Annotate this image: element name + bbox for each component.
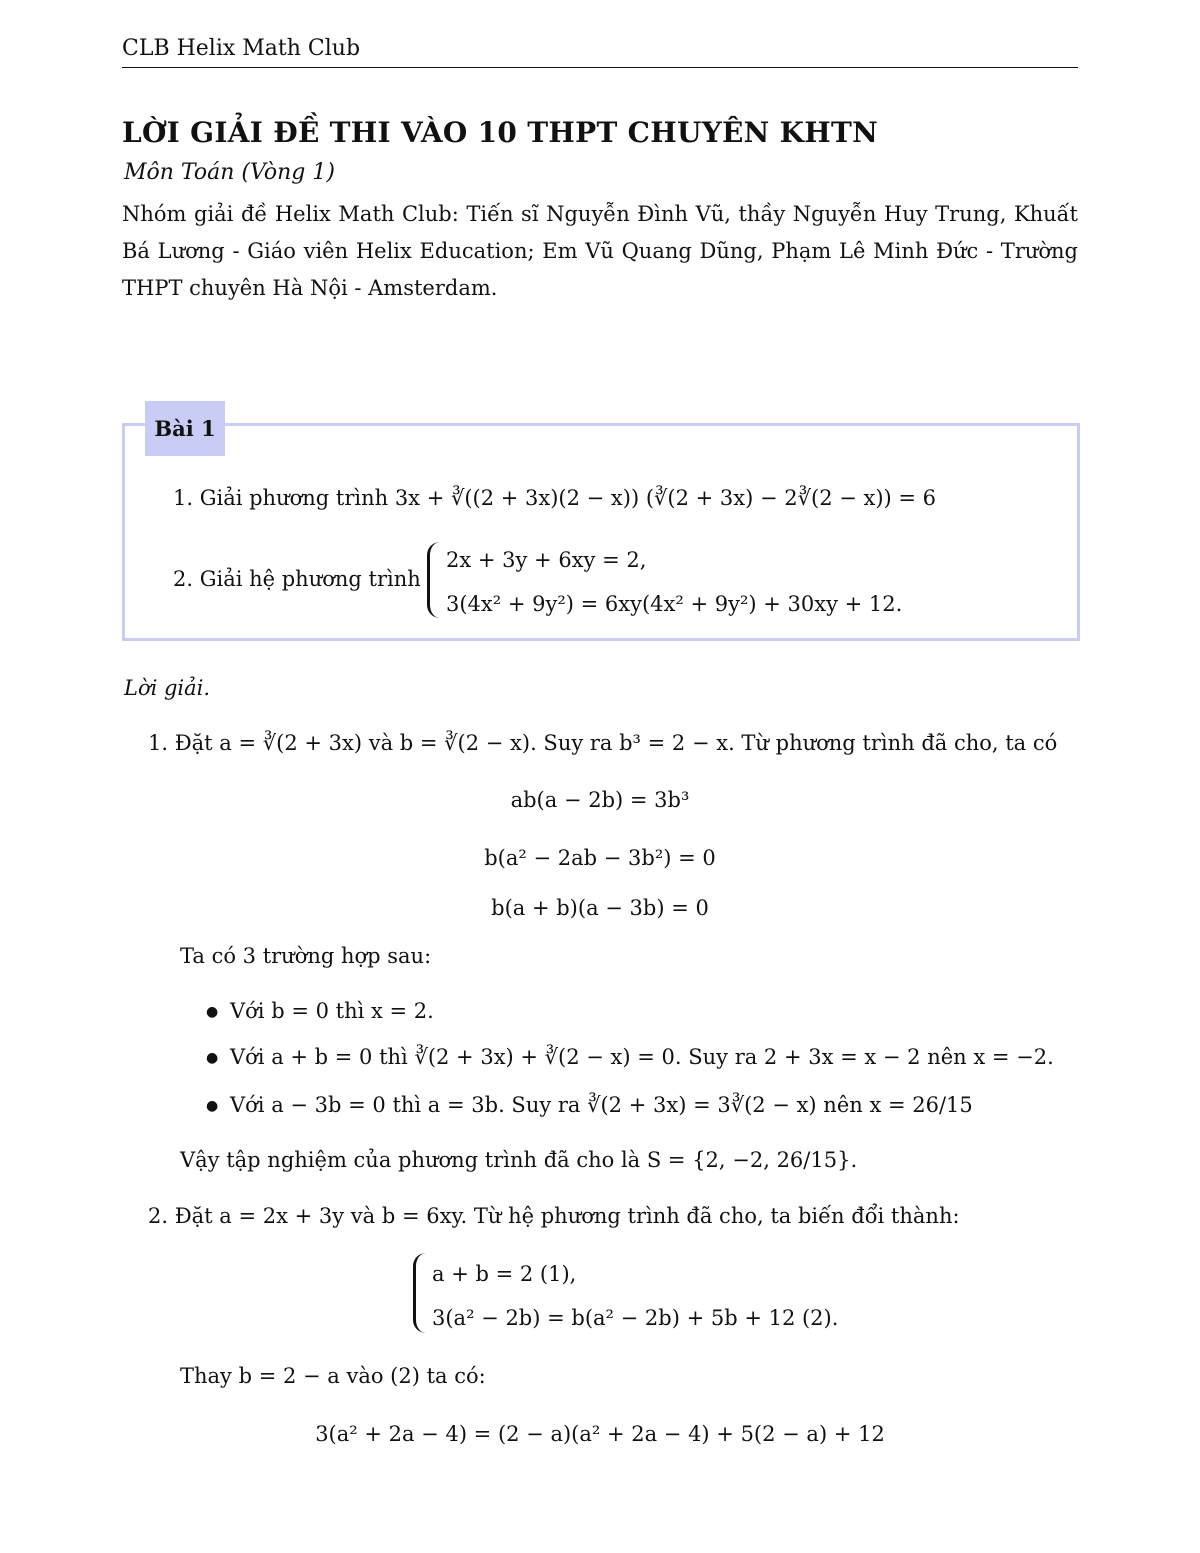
document-subtitle: Môn Toán (Vòng 1) [124, 160, 335, 185]
problem-system-eq-1: 2x + 3y + 6xy = 2, [446, 548, 647, 572]
cases-intro: Ta có 3 trường hợp sau: [180, 944, 432, 968]
solution-part-2-intro: 2. Đặt a = 2x + 3y và b = 6xy. Từ hệ phương trình đã cho, ta biến đổi thành: [148, 1204, 960, 1228]
solution-system-eq-1: a + b = 2 (1), [432, 1262, 577, 1286]
bullet-icon: ● [206, 1004, 219, 1020]
system-brace [413, 1253, 426, 1333]
case-3: Với a − 3b = 0 thì a = 3b. Suy ra ∛(2 + 3x) = 3∛(2 − x) nên x = 26/15 [230, 1093, 973, 1117]
header-rule [122, 67, 1078, 68]
bullet-icon: ● [206, 1050, 219, 1066]
running-header: CLB Helix Math Club [122, 36, 361, 61]
solution-part-1-conclusion: Vậy tập nghiệm của phương trình đã cho là S = {2, −2, 26/15}. [180, 1148, 858, 1172]
problem-system-eq-2: 3(4x² + 9y²) = 6xy(4x² + 9y²) + 30xy + 12. [446, 592, 903, 616]
problem-item-2-intro: 2. Giải hệ phương trình [173, 567, 421, 591]
case-1: Với b = 0 thì x = 2. [230, 999, 434, 1023]
problem-label: Bài 1 [145, 401, 225, 456]
bullet-icon: ● [206, 1098, 219, 1114]
equation-2: b(a² − 2ab − 3b²) = 0 [484, 846, 716, 870]
system-brace [427, 542, 440, 618]
equation-3: b(a + b)(a − 3b) = 0 [491, 896, 709, 920]
case-2: Với a + b = 0 thì ∛(2 + 3x) + ∛(2 − x) = 0. Suy ra 2 + 3x = x − 2 nên x = −2. [230, 1045, 1054, 1069]
solution-label: Lời giải. [124, 676, 211, 700]
substitution-step: Thay b = 2 − a vào (2) ta có: [180, 1364, 486, 1388]
authors-paragraph: Nhóm giải đề Helix Math Club: Tiến sĩ Nguyễn Đình Vũ, thầy Nguyễn Huy Trung, Khuất Bá Lương - Giáo viên Helix Education; Em Vũ Quang Dũng, Phạm Lê Minh Đức - Trường THPT chuyên Hà Nội - Amsterdam. [122, 202, 1078, 300]
solution-part-1-intro: 1. Đặt a = ∛(2 + 3x) và b = ∛(2 − x). Suy ra b³ = 2 − x. Từ phương trình đã cho, ta có [148, 731, 1058, 755]
equation-1: ab(a − 2b) = 3b³ [510, 788, 690, 812]
document-title: LỜI GIẢI ĐỀ THI VÀO 10 THPT CHUYÊN KHTN [122, 116, 879, 149]
solution-system-eq-2: 3(a² − 2b) = b(a² − 2b) + 5b + 12 (2). [432, 1306, 839, 1330]
equation-final: 3(a² + 2a − 4) = (2 − a)(a² + 2a − 4) + 5(2 − a) + 12 [315, 1422, 885, 1446]
problem-item-1: 1. Giải phương trình 3x + ∛((2 + 3x)(2 − x)) (∛(2 + 3x) − 2∛(2 − x)) = 6 [173, 486, 937, 510]
